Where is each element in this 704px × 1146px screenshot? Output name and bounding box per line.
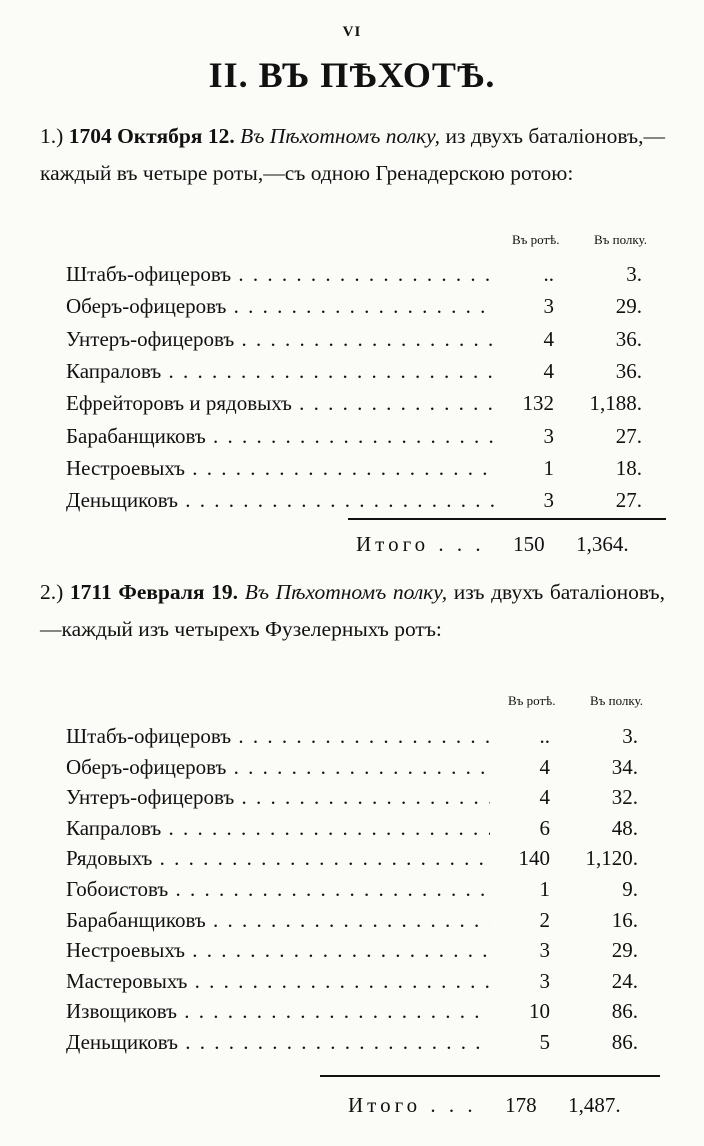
table-row [66,453,642,483]
row-regiment-value: 48. [611,815,638,840]
row-regiment-value: 3. [626,262,642,286]
row-regiment-value: 36. [615,358,642,383]
row-company-value: .. [494,259,554,289]
row-company-value: 3 [490,966,550,996]
row-company-value: 6 [490,813,550,843]
row-regiment-value: 1,188. [589,391,642,416]
row-company-value: 3 [490,935,550,965]
table-row [66,782,642,812]
section-2-total-row [348,1090,621,1120]
row-company-value: 2 [490,905,550,935]
total-company: 178 [505,1093,537,1117]
row-regiment-value: 24. [611,968,638,993]
row-label: Штабъ-офицеровъ . . . [66,721,506,751]
row-label: Барабанщиковъ . . . [66,421,506,451]
column-header-regiment: Въ полку. [594,232,647,247]
table-row [66,1027,642,1057]
row-company-value: 4 [490,752,550,782]
section-2-date: 1711 Февраля 19. [69,580,239,604]
total-label: Итого . . . [356,532,485,556]
row-regiment-value: 86. [611,999,638,1024]
table-row [66,721,642,751]
row-regiment-value: 27. [615,488,642,513]
column-header-company: Въ ротѣ. [508,693,556,708]
row-regiment-value: 86. [611,1030,638,1054]
row-company-value: 140 [490,843,550,873]
table-row [66,485,642,515]
row-label: Мастеровыхъ . . . [66,966,506,996]
section-2-text-b: двухъ баталіоновъ,—каждый изъ четырехъ Фузелерныхъ ротъ: [40,580,665,641]
table-row [66,291,642,321]
section-2-intro [40,574,665,648]
section-2-number: 2.) [40,580,64,604]
section-heading: II. ВЪ ПѢХОТѢ. [208,55,496,95]
row-company-value: 132 [494,388,554,418]
row-regiment-value: 9. [622,877,638,901]
row-regiment-value: 29. [615,294,642,319]
row-label: Унтеръ-офицеровъ . . . [66,782,506,812]
row-label: Унтеръ-офицеровъ . . . [66,324,506,354]
table-row [66,752,642,782]
table-row [66,356,642,386]
section-1-total-row [356,529,629,559]
row-company-value: 10 [490,996,550,1026]
row-label: Оберъ-офицеровъ . . . [66,752,506,782]
row-label: Гобоистовъ . . . [66,874,506,904]
table-row [66,996,642,1026]
section-1-date: 1704 Октября 12. [68,124,235,148]
row-company-value: 3 [494,421,554,451]
row-label: Деньщиковъ . . . [66,1027,506,1057]
page-number: VI [342,24,362,40]
row-label: Рядовыхъ . . . [66,843,506,873]
column-header-regiment: Въ полку. [590,693,643,708]
row-regiment-value: 32. [611,785,638,810]
total-regiment: 1,487. [568,1093,621,1117]
row-regiment-value: 34. [611,754,638,779]
total-regiment: 1,364. [576,532,629,556]
row-label: Деньщиковъ . . . [66,485,506,515]
row-company-value: 4 [494,356,554,386]
row-label: Извощиковъ . . . [66,996,506,1026]
table-row [66,874,642,904]
row-company-value: 4 [494,324,554,354]
row-regiment-value: 36. [615,326,642,351]
section-1-intro [40,118,665,192]
section-1-text-a: из [445,124,466,148]
section-1-unit: Въ Пѣхотномъ полку, [240,124,441,148]
total-rule [348,518,666,520]
table-row [66,421,642,451]
row-label: Оберъ-офицеровъ . . . [66,291,506,321]
row-regiment-value: 1,120. [585,846,638,871]
total-rule [320,1075,660,1077]
table-row [66,813,642,843]
table-row [66,905,642,935]
table-row [66,966,642,996]
row-label: Штабъ-офицеровъ . . . [66,259,506,289]
row-label: Капраловъ . . . [66,813,506,843]
row-company-value: 3 [494,291,554,321]
row-regiment-value: 18. [615,455,642,480]
row-label: Капраловъ . . . [66,356,506,386]
row-regiment-value: 29. [611,938,638,963]
row-company-value: 3 [494,485,554,515]
row-label: Барабанщиковъ . . . [66,905,506,935]
table-row [66,324,642,354]
row-company-value: 1 [494,453,554,483]
row-company-value: 4 [490,782,550,812]
section-1-text-b: двухъ баталіоновъ,—каждый въ четыре роты,—съ одною Гренадерскою ротою: [40,124,666,185]
table-row [66,259,642,289]
row-company-value: 5 [490,1027,550,1057]
total-company: 150 [513,532,545,556]
section-2-unit: Въ Пѣхотномъ полку, [244,580,448,604]
total-label: Итого . . . [348,1093,477,1117]
section-2-text-a: изъ [453,580,485,604]
section-1-number: 1.) [40,124,64,148]
row-label: Нестроевыхъ . . . [66,453,506,483]
table-row [66,935,642,965]
table-row [66,388,642,418]
row-regiment-value: 16. [611,907,638,932]
row-regiment-value: 27. [615,423,642,448]
row-company-value: 1 [490,874,550,904]
row-label: Нестроевыхъ . . . [66,935,506,965]
row-regiment-value: 3. [622,724,638,748]
table-row [66,843,642,873]
column-header-company: Въ ротѣ. [512,232,560,247]
row-company-value: .. [490,721,550,751]
row-label: Ефрейторовъ и рядовыхъ . . . [66,388,506,418]
